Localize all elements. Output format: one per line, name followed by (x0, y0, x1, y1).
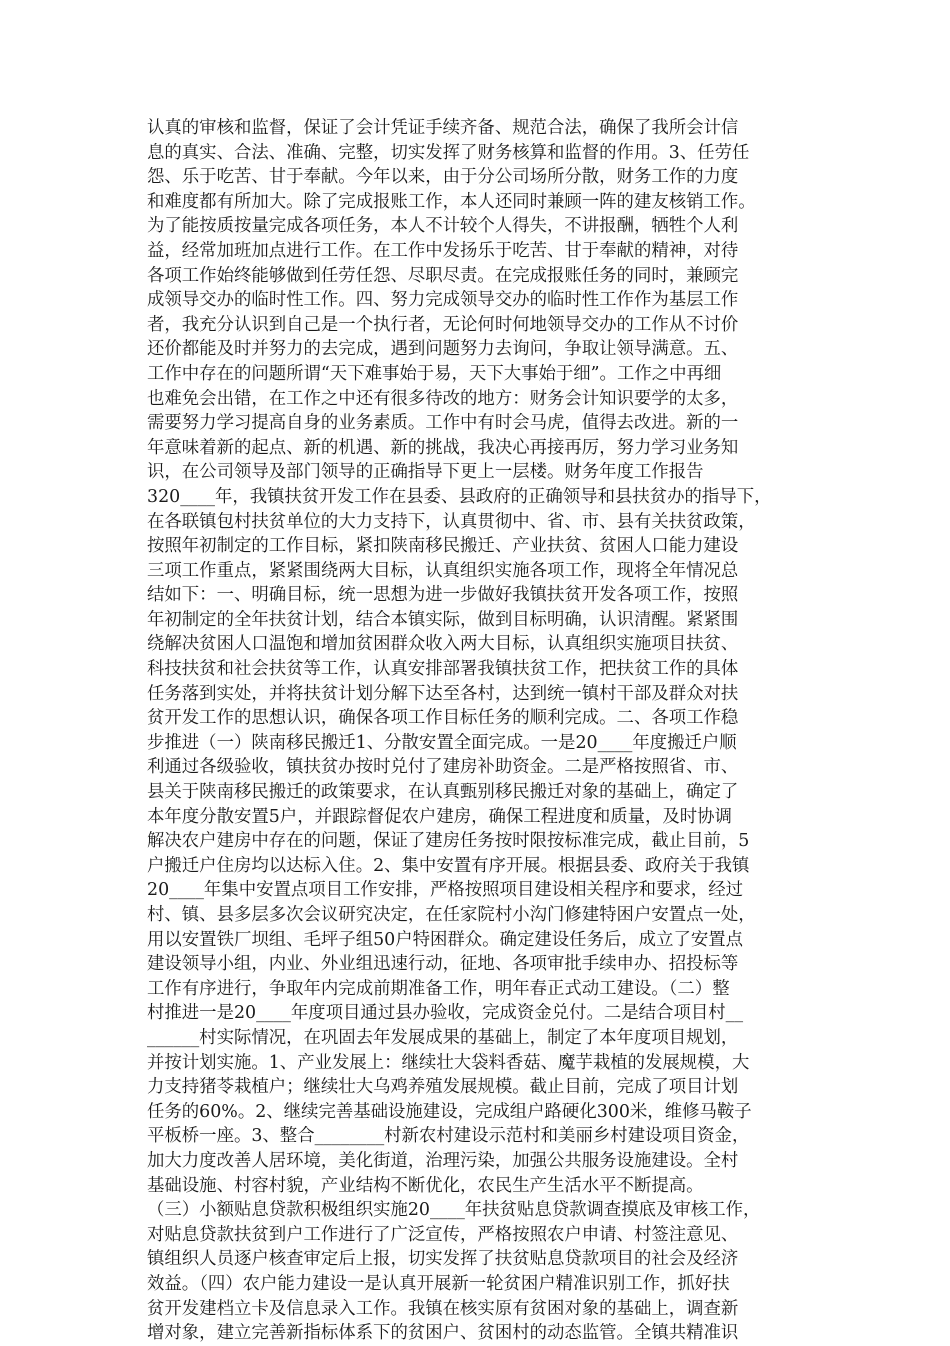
body-text: 认真的审核和监督，保证了会计凭证手续齐备、规范合法，确保了我所会计信 息的真实、合法、准确、完整，切实发挥了财务核算和监督的作用。3、任劳任 怨、乐于吃苦、甘于奉献。今年以来，由于分公司场所分散，财务工作的力度 和难度都有所加大。除了完成报账工作，本人还同时兼顾一阵的建友核销工作。 为了能按质按量完成各项任务，本人不计较个人得失，不讲报酬，牺牲个人利 益，经常加班加点进行工作。在工作中发扬乐于吃苦、甘于奉献的精神，对待 各项工作始终能够做到任劳任怨、尽职尽责。在完成报账任务的同时，兼顾完 成领导交办的临时性工作。四、努力完成领导交办的临时性工作作为基层工作 者，我充分认识到自己是一个执行者，无论何时何地领导交办的工作从不讨价 还价都能及时并努力的去完成，遇到问题努力去询问，争取让领导满意。五、 工作中存在的问题所谓“天下难事始于易，天下大事始于细”。工作之中再细 也难免会出错，在工作之中还有很多待改的地方：财务会计知识要学的太多， 需要努力学习提高自身的业务素质。工作中有时会马虎，值得去改进。新的一 年意味着新的起点、新的机遇、新的挑战，我决心再接再厉，努力学习业务知 识，在公司领导及部门领导的正确指导下更上一层楼。财务年度工作报告 320____年，我镇扶贫开发工作在县委、县政府的正确领导和县扶贫办的指导下， 在各联镇包村扶贫单位的大力支持下，认真贯彻中、省、市、县有关扶贫政策， 按照年初制定的工作目标，紧扣陕南移民搬迁、产业扶贫、贫困人口能力建设 三项工作重点，紧紧围绕两大目标，认真组织实施各项工作，现将全年情况总 结如下：一、明确目标，统一思想为进一步做好我镇扶贫开发各项工作，按照 年初制定的全年扶贫计划，结合本镇实际，做到目标明确，认识清醒。紧紧围 绕解决贫困人口温饱和增加贫困群众收入两大目标，认真组织实施项目扶贫、 科技扶贫和社会扶贫等工作，认真安排部署我镇扶贫工作，把扶贫工作的具体 任务落到实处，并将扶贫计划分解下达至各村，达到统一镇村干部及群众对扶 贫开发工作的思想认识，确保各项工作目标任务的顺利完成。二、各项工作稳 步推进（一）陕南移民搬迁1、分散安置全面完成。一是20____年度搬迁户顺 利通过各级验收，镇扶贫办按时兑付了建房补助资金。二是严格按照省、市、 县关于陕南移民搬迁的政策要求，在认真甄别移民搬迁对象的基础上，确定了 本年度分散安置5户，并跟踪督促农户建房，确保工程进度和质量，及时协调 解决农户建房中存在的问题，保证了建房任务按时限按标准完成，截止目前，5 户搬迁户住房均以达标入住。2、集中安置有序开展。根据县委、政府关于我镇 20____年集中安置点项目工作安排，严格按照项目建设相关程序和要求，经过 村、镇、县多层多次会议研究决定，在任家院村小沟门修建特困户安置点一处， 用以安置铁厂坝组、毛坪子组50户特困群众。确定建设任务后，成立了安置点 建设领导小组，内业、外业组迅速行动，征地、各项审批手续申办、招投标等 工作有序进行，争取年内完成前期准备工作，明年春正式动工建设。（二）整 村推进一是20____年度项目通过县办验收，完成资金兑付。二是结合项目村__ ______村实际情况，在巩固去年发展成果的基础上，制定了本年度项目规划， 并按计划实施。1、产业发展上：继续壮大袋料香菇、魔芋栽植的发展规模，大 力支持猪苓栽植户；继续壮大乌鸡养殖发展规模。截止目前，完成了项目计划 任务的60%。2、继续完善基础设施建设，完成组户路硬化300米，维修马鞍子 平板桥一座。3、整合________村新农村建设示范村和美丽乡村建设项目资金， 加大力度改善人居环境，美化街道，治理污染，加强公共服务设施建设。全村 基础设施、村容村貌，产业结构不断优化，农民生产生活水平不断提高。 （三）小额贴息贷款积极组织实施20____年扶贫贴息贷款调查摸底及审核工作， 对贴息贷款扶贫到户工作进行了广泛宣传，严格按照农户申请、村签注意见、 镇组织人员逐户核查审定后上报，切实发挥了扶贫贴息贷款项目的社会及经济 效益。（四）农户能力建设一是认真开展新一轮贫困户精准识别工作，抓好扶 贫开发建档立卡及信息录入工作。我镇在核实原有贫困对象的基础上，调查新 增对象，建立完善新指标体系下的贫困户、贫困村的动态监管。全镇共精准识 (147, 118, 772, 1344)
